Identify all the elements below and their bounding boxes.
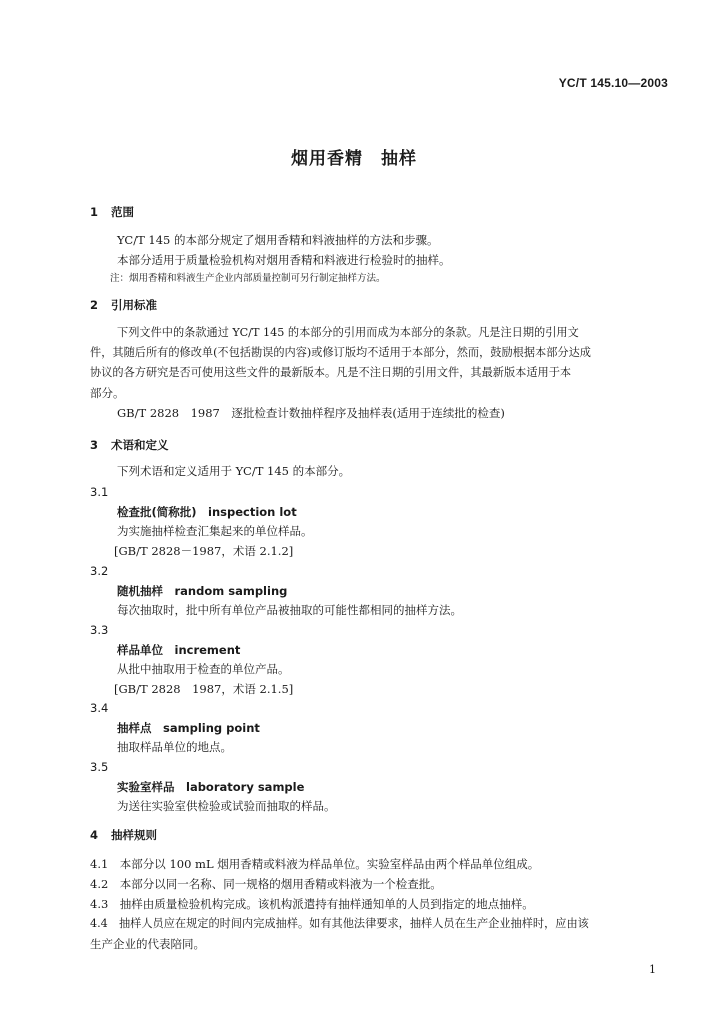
- section-2-heading: 引用标准: [111, 298, 157, 312]
- term-3-2-definition: 每次抽取时，批中所有单位产品被抽取的可能性都相同的抽样方法。: [117, 603, 462, 617]
- section-3-heading: 术语和定义: [111, 438, 169, 452]
- term-3-4-definition: 抽取样品单位的地点。: [117, 740, 232, 754]
- rule-4-4-line-2: 生产企业的代表陪同。: [90, 937, 205, 951]
- section-2-number: 2: [90, 298, 99, 312]
- section-1-heading: 范围: [111, 205, 134, 219]
- standard-number: YC/T 145.10—2003: [558, 76, 668, 90]
- term-3-4-number: 3.4: [90, 701, 109, 715]
- term-3-5-title: 实验室样品 laboratory sample: [117, 780, 305, 794]
- section-2-line-2: 件，其随后所有的修改单(不包括勘误的内容)或修订版均不适用于本部分，然而，鼓励根据本部分达成: [90, 346, 591, 359]
- term-3-2-title: 随机抽样 random sampling: [117, 584, 288, 598]
- section-2-line-1: 下列文件中的条款通过 YC/T 145 的本部分的引用而成为本部分的条款。凡是注日期的引用文: [117, 326, 579, 339]
- term-3-3-definition: 从批中抽取用于检查的单位产品。: [117, 662, 290, 676]
- term-3-5-number: 3.5: [90, 760, 109, 774]
- term-3-1-title: 检查批(简称批) inspection lot: [117, 505, 297, 519]
- term-3-5-definition: 为送往实验室供检验或试验而抽取的样品。: [117, 799, 336, 813]
- section-3-intro: 下列术语和定义适用于 YC/T 145 的本部分。: [117, 464, 351, 478]
- term-3-1-source: [GB/T 2828－1987，术语 2.1.2]: [114, 544, 294, 558]
- rule-4-3: 4.3 抽样由质量检验机构完成。该机构派遣持有抽样通知单的人员到指定的地点抽样。: [90, 897, 534, 911]
- term-3-4-title: 抽样点 sampling point: [117, 721, 260, 735]
- term-3-2-number: 3.2: [90, 564, 109, 578]
- section-3-number: 3: [90, 438, 99, 452]
- section-1-para-2: 本部分适用于质量检验机构对烟用香精和料液进行检验时的抽样。: [117, 253, 451, 267]
- rule-4-2: 4.2 本部分以同一名称、同一规格的烟用香精或料液为一个检查批。: [90, 877, 442, 891]
- term-3-1-definition: 为实施抽样检查汇集起来的单位样品。: [117, 524, 313, 538]
- page-number: 1: [649, 963, 656, 976]
- section-1-number: 1: [90, 205, 99, 219]
- page-title: 烟用香精 抽样: [291, 149, 417, 169]
- rule-4-1: 4.1 本部分以 100 mL 烟用香精或料液为样品单位。实验室样品由两个样品单位组成。: [90, 857, 540, 871]
- section-2-line-3: 协议的各方研究是否可使用这些文件的最新版本。凡是不注日期的引用文件，其最新版本适用于本: [90, 366, 572, 379]
- section-2-line-4: 部分。: [90, 386, 125, 400]
- term-3-3-title: 样品单位 increment: [117, 643, 241, 657]
- term-3-1-number: 3.1: [90, 485, 109, 499]
- term-3-3-source: [GB/T 2828 1987，术语 2.1.5]: [114, 682, 294, 696]
- section-1-note: 注：烟用香精和料液生产企业内部质量控制可另行制定抽样方法。: [110, 273, 386, 284]
- reference-gb-t-2828: GB/T 2828 1987 逐批检查计数抽样程序及抽样表(适用于连续批的检查): [117, 406, 505, 420]
- section-1-para-1: YC/T 145 的本部分规定了烟用香精和料液抽样的方法和步骤。: [117, 233, 439, 247]
- term-3-3-number: 3.3: [90, 623, 109, 637]
- section-4-number: 4: [90, 828, 99, 842]
- section-4-heading: 抽样规则: [111, 828, 157, 842]
- rule-4-4-line-1: 4.4 抽样人员应在规定的时间内完成抽样。如有其他法律要求，抽样人员在生产企业抽样时，应由该: [90, 917, 589, 930]
